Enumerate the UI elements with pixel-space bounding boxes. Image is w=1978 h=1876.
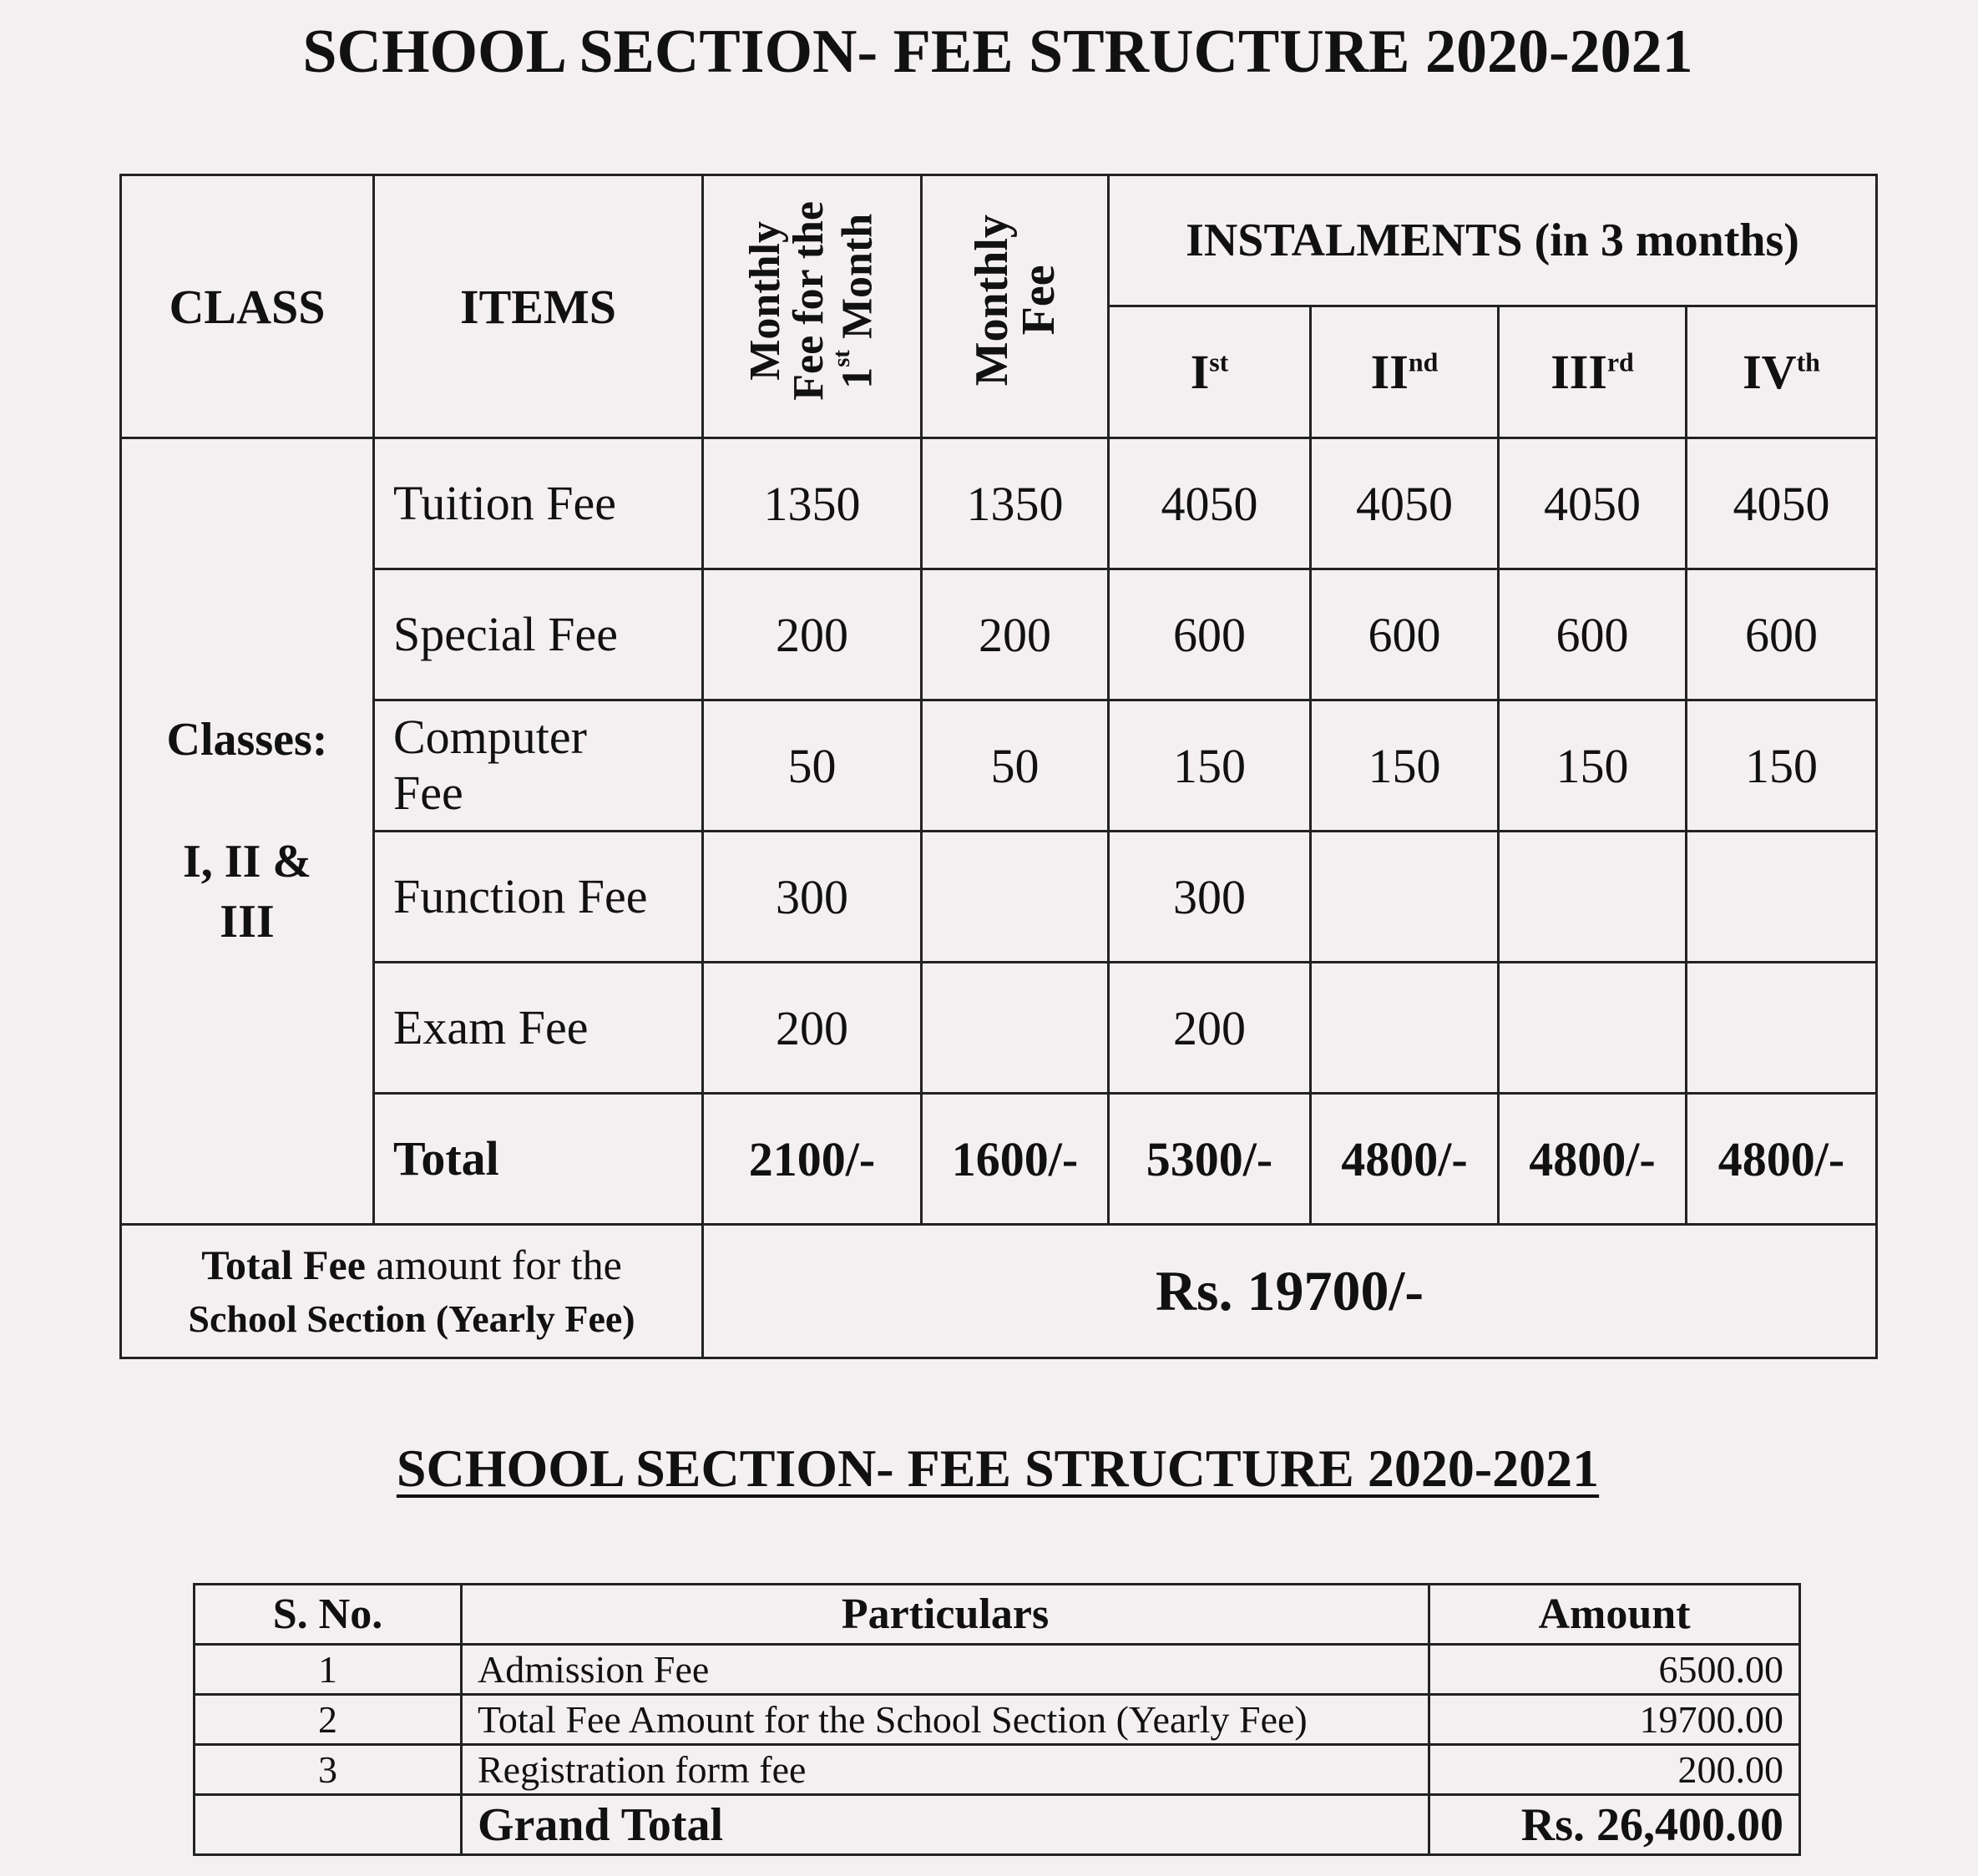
empty-cell bbox=[195, 1795, 462, 1855]
item-name: Function Fee bbox=[374, 832, 703, 963]
grand-total-row bbox=[195, 1795, 1800, 1855]
grand-total-value: Rs. 26,400.00 bbox=[1429, 1795, 1800, 1855]
class-label: Classes: I, II & III bbox=[121, 438, 374, 1225]
amount-cell: 19700.00 bbox=[1429, 1695, 1800, 1745]
yearly-total-value: Rs. 19700/- bbox=[703, 1225, 1877, 1358]
sno-cell: 2 bbox=[195, 1695, 462, 1745]
header-monthly-first-month: Monthly Fee for the 1st Month bbox=[703, 175, 922, 438]
table-row bbox=[121, 963, 1877, 1094]
header-particulars: Particulars bbox=[462, 1585, 1429, 1645]
total-cell: 2100/- bbox=[703, 1094, 922, 1225]
value-cell bbox=[1311, 832, 1499, 963]
item-name: Tuition Fee bbox=[374, 438, 703, 569]
amount-cell: 6500.00 bbox=[1429, 1645, 1800, 1695]
header-instalment-2: IInd bbox=[1311, 306, 1499, 438]
value-cell: 4050 bbox=[1311, 438, 1499, 569]
page-title: SCHOOL SECTION- FEE STRUCTURE 2020-2021 bbox=[302, 18, 1693, 86]
value-cell: 4050 bbox=[1109, 438, 1311, 569]
summary-title: SCHOOL SECTION- FEE STRUCTURE 2020-2021 bbox=[396, 1439, 1600, 1498]
header-instalment-1: Ist bbox=[1109, 306, 1311, 438]
value-cell: 150 bbox=[1499, 700, 1687, 832]
value-cell: 300 bbox=[703, 832, 922, 963]
particulars-cell: Total Fee Amount for the School Section (Yearly Fee) bbox=[462, 1695, 1429, 1745]
value-cell: 4050 bbox=[1687, 438, 1877, 569]
value-cell: 600 bbox=[1311, 569, 1499, 700]
amount-cell: 200.00 bbox=[1429, 1745, 1800, 1795]
header-amount: Amount bbox=[1429, 1585, 1800, 1645]
header-instalment-3: IIIrd bbox=[1499, 306, 1687, 438]
yearly-total-row bbox=[121, 1225, 1877, 1358]
value-cell: 200 bbox=[703, 963, 922, 1094]
fee-table bbox=[119, 174, 1878, 1359]
total-cell: 4800/- bbox=[1311, 1094, 1499, 1225]
value-cell: 50 bbox=[703, 700, 922, 832]
header-sno: S. No. bbox=[195, 1585, 462, 1645]
value-cell bbox=[922, 963, 1109, 1094]
table-row bbox=[195, 1645, 1800, 1695]
table-row bbox=[121, 569, 1877, 700]
value-cell: 600 bbox=[1499, 569, 1687, 700]
value-cell bbox=[1499, 832, 1687, 963]
grand-total-label: Grand Total bbox=[462, 1795, 1429, 1855]
total-row bbox=[121, 1094, 1877, 1225]
table-row bbox=[121, 832, 1877, 963]
particulars-cell: Admission Fee bbox=[462, 1645, 1429, 1695]
item-name: Exam Fee bbox=[374, 963, 703, 1094]
total-cell: 1600/- bbox=[922, 1094, 1109, 1225]
header-instalment-4: IVth bbox=[1687, 306, 1877, 438]
yearly-total-label: Total Fee amount for the School Section (Yearly Fee) bbox=[121, 1225, 703, 1358]
value-cell bbox=[1687, 963, 1877, 1094]
value-cell bbox=[1687, 832, 1877, 963]
header-monthly-fee: Monthly Fee bbox=[922, 175, 1109, 438]
total-label: Total bbox=[374, 1094, 703, 1225]
table-row bbox=[195, 1695, 1800, 1745]
total-cell: 4800/- bbox=[1499, 1094, 1687, 1225]
value-cell: 1350 bbox=[922, 438, 1109, 569]
value-cell: 200 bbox=[703, 569, 922, 700]
table-row bbox=[121, 700, 1877, 832]
value-cell: 150 bbox=[1109, 700, 1311, 832]
value-cell: 150 bbox=[1687, 700, 1877, 832]
value-cell: 600 bbox=[1687, 569, 1877, 700]
summary-table bbox=[193, 1583, 1801, 1856]
value-cell: 200 bbox=[1109, 963, 1311, 1094]
item-name: Computer Fee bbox=[374, 700, 703, 832]
value-cell: 1350 bbox=[703, 438, 922, 569]
value-cell: 150 bbox=[1311, 700, 1499, 832]
value-cell: 600 bbox=[1109, 569, 1311, 700]
header-class: CLASS bbox=[121, 175, 374, 438]
total-cell: 4800/- bbox=[1687, 1094, 1877, 1225]
value-cell: 200 bbox=[922, 569, 1109, 700]
total-cell: 5300/- bbox=[1109, 1094, 1311, 1225]
value-cell: 4050 bbox=[1499, 438, 1687, 569]
value-cell: 50 bbox=[922, 700, 1109, 832]
sno-cell: 1 bbox=[195, 1645, 462, 1695]
header-instalments: INSTALMENTS (in 3 months) bbox=[1109, 175, 1877, 306]
table-row bbox=[195, 1745, 1800, 1795]
value-cell bbox=[1311, 963, 1499, 1094]
particulars-cell: Registration form fee bbox=[462, 1745, 1429, 1795]
table-row bbox=[121, 438, 1877, 569]
value-cell: 300 bbox=[1109, 832, 1311, 963]
sno-cell: 3 bbox=[195, 1745, 462, 1795]
item-name: Special Fee bbox=[374, 569, 703, 700]
header-items: ITEMS bbox=[374, 175, 703, 438]
value-cell bbox=[922, 832, 1109, 963]
value-cell bbox=[1499, 963, 1687, 1094]
